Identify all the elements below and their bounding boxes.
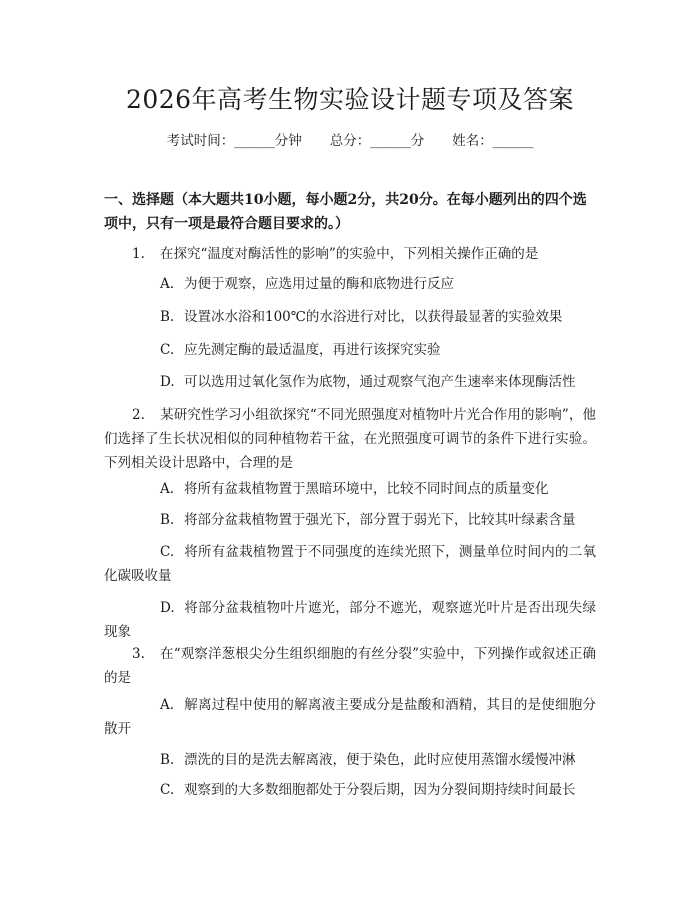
total-score-field: 总分：______分 [329,133,425,149]
option-text: 漂洗的目的是洗去解离液，便于染色，此时应使用蒸馏水缓慢冲淋 [184,752,576,768]
option-text: 将所有盆栽植物置于不同强度的连续光照下，测量单位时间内的二氧化碳吸收量 [104,544,596,584]
option-letter: A. [160,481,175,497]
option-letter: B. [160,752,175,768]
option-text: 设置冰水浴和100℃的水浴进行对比，以获得最显著的实验效果 [184,309,563,325]
option-letter: B. [160,309,175,325]
page-title: 2026年高考生物实验设计题专项及答案 [125,85,575,114]
option-letter: C. [160,782,175,798]
option-letter: A. [160,276,175,292]
option-text: 解离过程中使用的解离液主要成分是盐酸和酒精，其目的是使细胞分散开 [104,697,596,737]
option-text: 可以选用过氧化氢作为底物，通过观察气泡产生速率来体现酶活性 [184,374,576,390]
section-heading: 一、选择题（本大题共10小题，每小题2分，共20分。在每小题列出的四个选项中，只有一项是最符合题目要求的。） [104,192,587,232]
option-text: 将部分盆栽植物叶片遮光，部分不遮光，观察遮光叶片是否出现失绿现象 [104,600,596,640]
option-letter: C. [160,544,175,560]
option-item [104,305,596,329]
exam-time-field: 考试时间：______分钟 [166,133,302,149]
question-text: 某研究性学习小组欲探究“不同光照强度对植物叶片光合作用的影响”，他们选择了生长状况相似的同种植物若干盆，在光照强度可调节的条件下进行实验。下列相关设计思路中，合理的是 [104,407,596,471]
question-number: 1. [132,246,145,262]
question-stem [104,403,596,475]
question-stem [104,242,596,266]
option-text: 将所有盆栽植物置于黑暗环境中，比较不同时间点的质量变化 [184,481,549,497]
question-number: 2. [132,407,145,423]
option-item [104,508,596,532]
option-text: 应先测定酶的最适温度，再进行该探究实验 [184,342,441,358]
option-item [104,370,596,394]
option-text: 将部分盆栽植物置于强光下，部分置于弱光下，比较其叶绿素含量 [184,512,576,528]
name-field: 姓名：______ [452,133,534,149]
option-item [104,540,596,588]
question-text: 在探究“温度对酶活性的影响”的实验中，下列相关操作正确的是 [160,246,539,262]
option-item [104,748,596,772]
option-letter: D. [160,600,175,616]
option-item [104,272,596,296]
option-item [104,477,596,501]
option-item [104,693,596,741]
question-text: 在“观察洋葱根尖分生组织细胞的有丝分裂”实验中，下列操作或叙述正确的是 [104,646,596,686]
option-item [104,778,596,802]
question-stem [104,642,596,690]
question-number: 3. [132,646,145,662]
option-letter: B. [160,512,175,528]
option-letter: D. [160,374,175,390]
option-text: 为便于观察，应选用过量的酶和底物进行反应 [184,276,454,292]
option-item [104,338,596,362]
option-letter: C. [160,342,175,358]
option-text: 观察到的大多数细胞都处于分裂后期，因为分裂间期持续时间最长 [184,782,576,798]
option-letter: A. [160,697,175,713]
option-item [104,596,596,644]
exam-info-line [0,131,700,151]
